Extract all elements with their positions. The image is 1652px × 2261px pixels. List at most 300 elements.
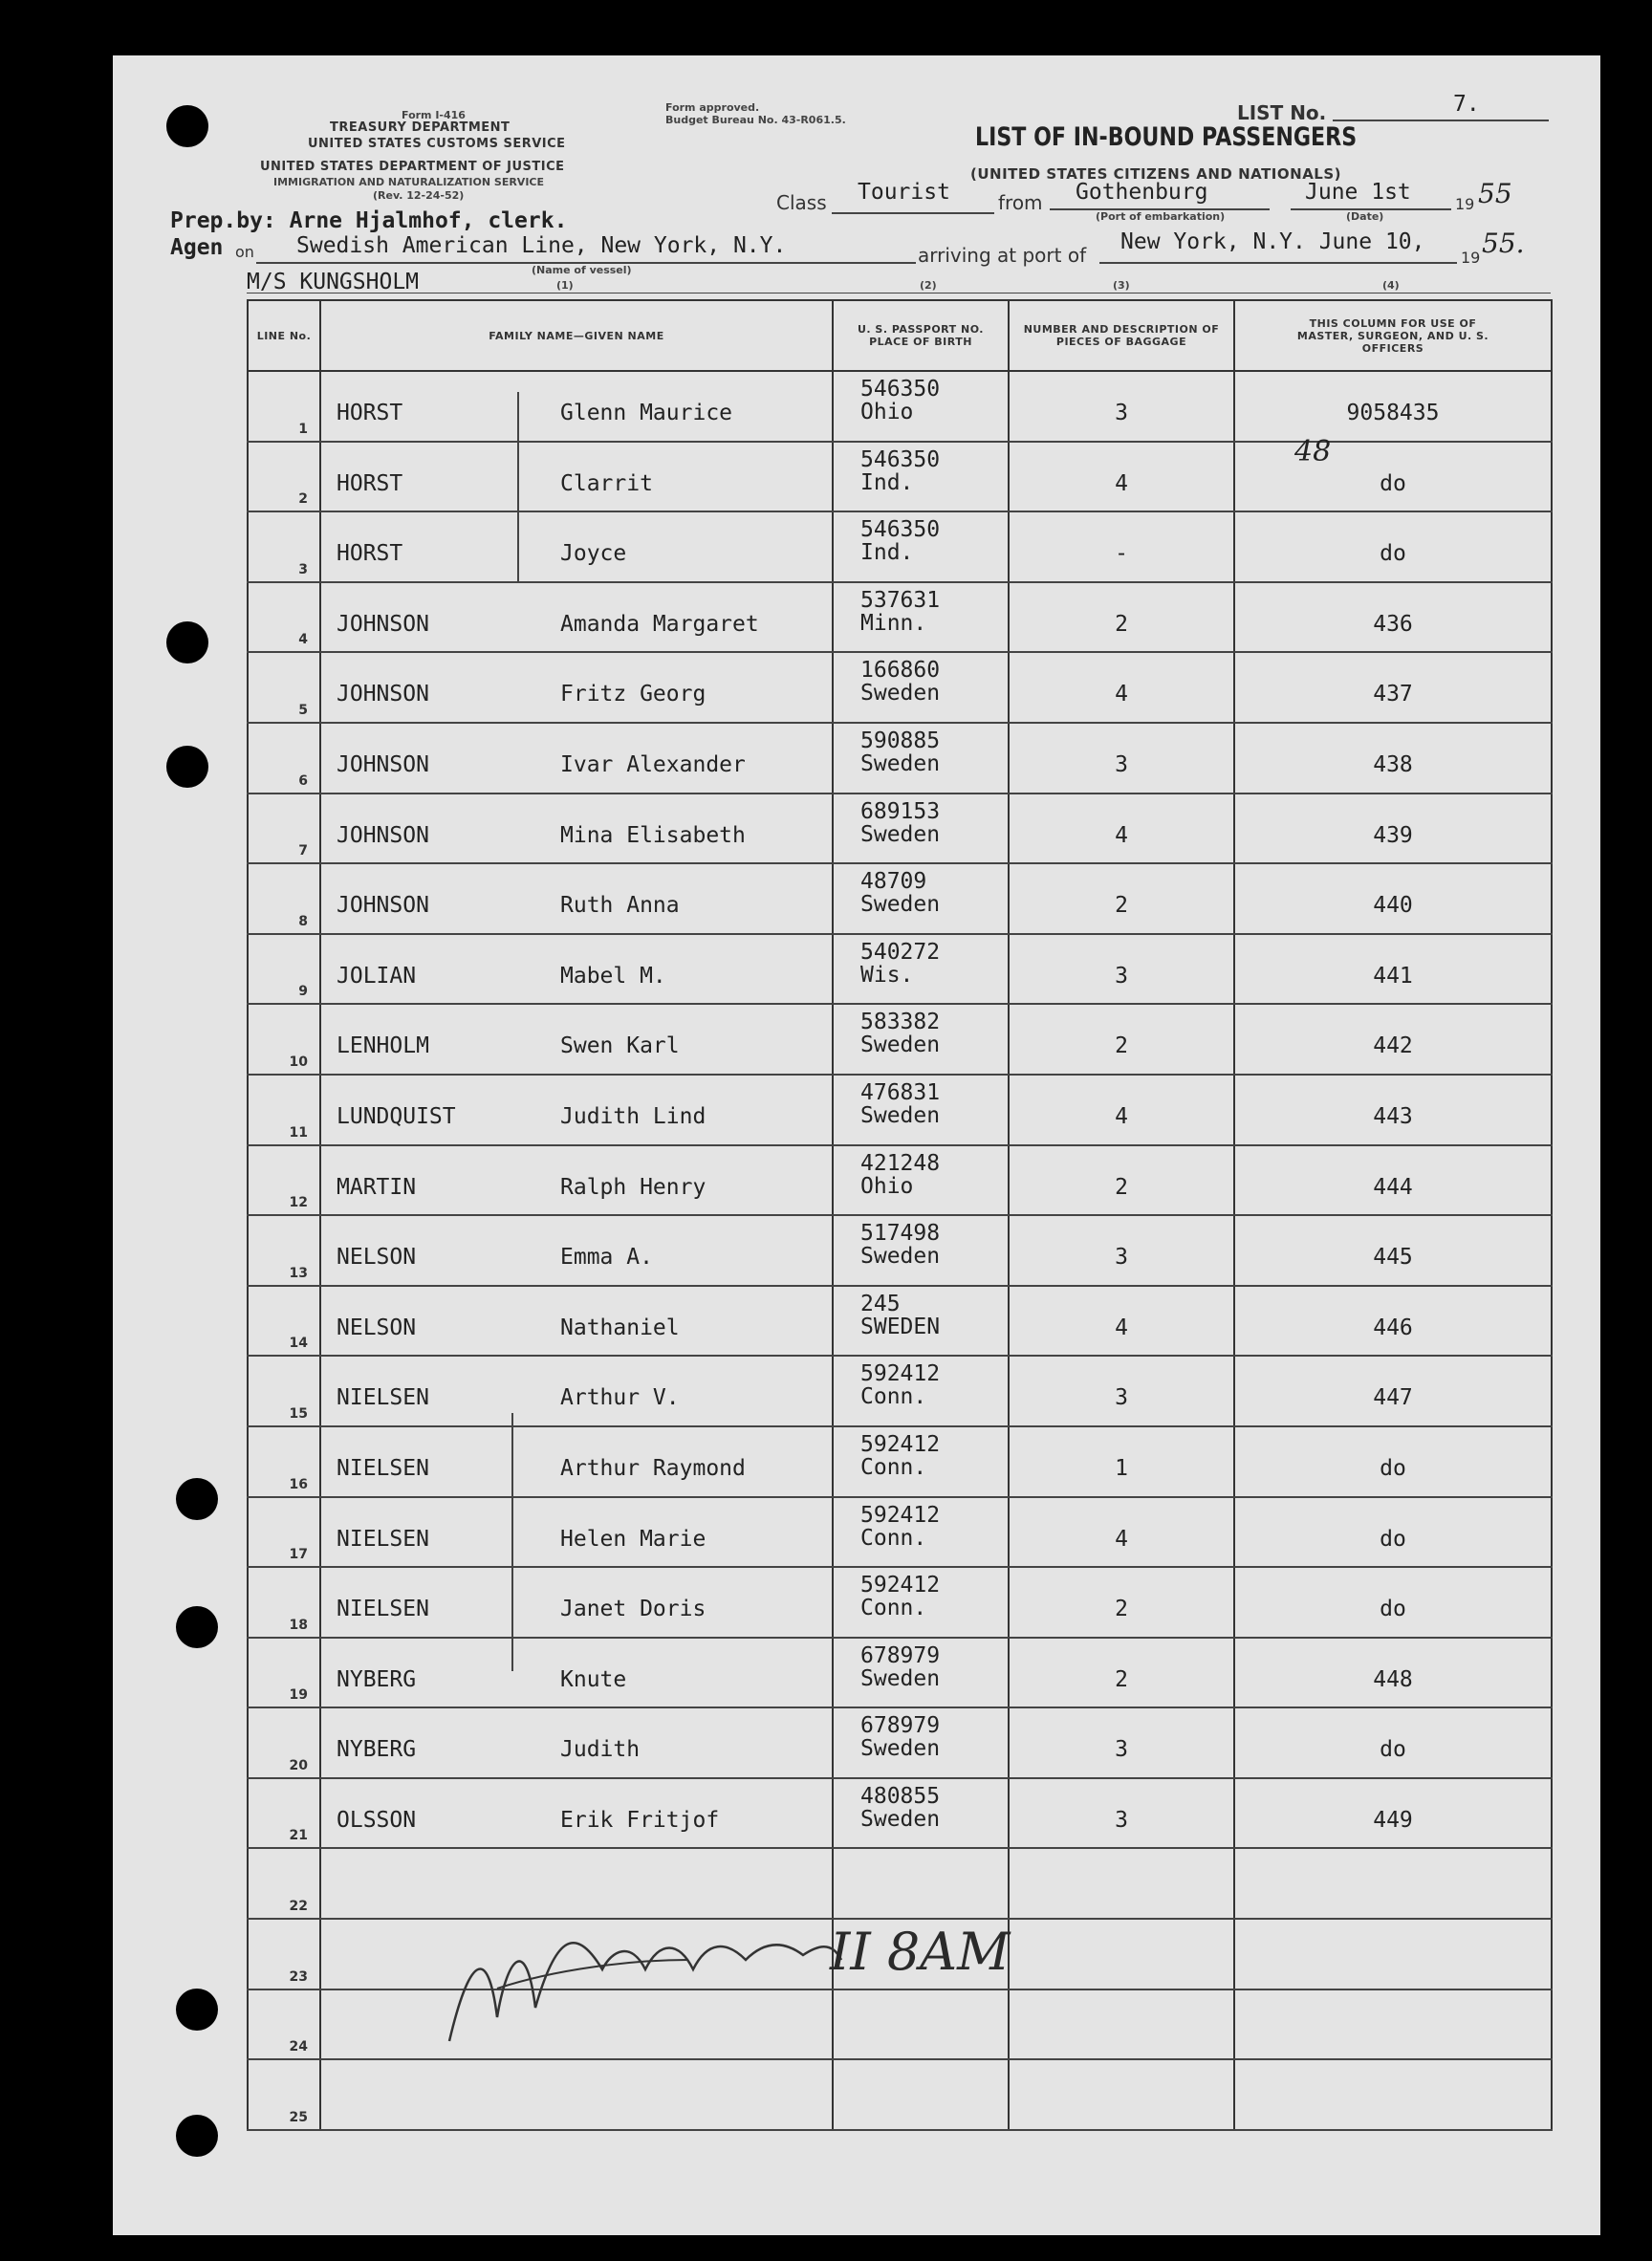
- place-of-birth: Ind.: [860, 540, 914, 566]
- place-of-birth: Sweden: [860, 750, 941, 776]
- official-entry: 441: [1373, 963, 1413, 989]
- list-no: 7.: [1453, 92, 1480, 117]
- passport-number: 678979: [860, 1642, 941, 1668]
- given-name: Fritz Georg: [560, 682, 706, 707]
- baggage-cell: [1009, 863, 1234, 934]
- line-number-cell: [248, 652, 320, 723]
- passport-number: 517498: [860, 1221, 941, 1247]
- name-cell: [320, 582, 833, 653]
- given-name: Ivar Alexander: [560, 751, 746, 777]
- name-cell: [320, 511, 833, 582]
- given-name: Glenn Maurice: [560, 401, 733, 425]
- table-row: [248, 863, 1552, 934]
- name-cell: [320, 1286, 833, 1357]
- official-use-cell: [1234, 1778, 1552, 1849]
- passport-number: 546350: [860, 446, 941, 472]
- name-cell: [320, 1497, 833, 1568]
- passport-cell: [833, 371, 1009, 442]
- passport-number: 480855: [860, 1783, 941, 1809]
- col-mark-3: (3): [1113, 279, 1130, 292]
- official-entry: 438: [1373, 751, 1413, 777]
- place-of-birth: Ohio: [860, 1173, 914, 1199]
- baggage-count: 3: [1115, 1807, 1128, 1833]
- table-row: [248, 1638, 1552, 1708]
- baggage-count: 2: [1115, 1174, 1128, 1200]
- passport-cell: [833, 582, 1009, 653]
- line-number-cell: [248, 442, 320, 512]
- baggage-cell: [1009, 1004, 1234, 1075]
- official-use-cell: [1234, 934, 1552, 1005]
- place-of-birth: Sweden: [860, 1102, 941, 1128]
- given-name: Arthur Raymond: [560, 1455, 746, 1481]
- passport-number: 546350: [860, 517, 941, 543]
- name-cell: [320, 723, 833, 794]
- family-name: NIELSEN: [337, 1385, 429, 1411]
- baggage-cell: [1009, 1215, 1234, 1286]
- given-name: Nathaniel: [560, 1315, 680, 1340]
- baggage-cell: [1009, 1356, 1234, 1426]
- name-cell: [320, 863, 833, 934]
- header-passport: U. S. PASSPORT NO. PLACE OF BIRTH: [833, 300, 1009, 371]
- line-number-cell: [248, 1567, 320, 1638]
- place-of-birth: Minn.: [860, 610, 927, 636]
- line-number-cell: [248, 371, 320, 442]
- passport-cell: [833, 934, 1009, 1005]
- line-number: 5: [298, 702, 308, 718]
- punch-hole: [176, 1989, 218, 2031]
- immigration-service: IMMIGRATION AND NATURALIZATION SERVICE: [273, 176, 545, 188]
- table-row: [248, 1004, 1552, 1075]
- given-name: Clarrit: [560, 470, 653, 496]
- line-number-cell: [248, 1638, 320, 1708]
- family-name: NIELSEN: [337, 1597, 429, 1622]
- table-row: [248, 371, 1552, 442]
- header-name: FAMILY NAME—GIVEN NAME: [320, 300, 833, 371]
- family-name: NYBERG: [337, 1666, 417, 1692]
- passport-cell: [833, 442, 1009, 512]
- passport-cell: [833, 652, 1009, 723]
- name-cell: [320, 1638, 833, 1708]
- header-official-use: THIS COLUMN FOR USE OF MASTER, SURGEON, AND U. S. OFFICERS: [1234, 300, 1552, 371]
- line-number: 24: [289, 2039, 308, 2055]
- given-name: Arthur V.: [560, 1385, 680, 1411]
- name-cell: [320, 1004, 833, 1075]
- official-use-cell: [1234, 1215, 1552, 1286]
- official-entry: do: [1380, 1737, 1406, 1763]
- prepared-by: Prep.by: Arne Hjalmhof, clerk.: [170, 208, 568, 233]
- given-name: Judith Lind: [560, 1103, 706, 1129]
- given-name: Erik Fritjof: [560, 1807, 720, 1833]
- name-cell: [320, 1356, 833, 1426]
- official-use-cell: [1234, 1286, 1552, 1357]
- passport-number: 421248: [860, 1150, 941, 1176]
- justice-dept: UNITED STATES DEPARTMENT OF JUSTICE: [260, 160, 565, 174]
- line-number: 19: [289, 1687, 308, 1704]
- passport-cell: [833, 1497, 1009, 1568]
- baggage-cell: [1009, 1638, 1234, 1708]
- document-title: LIST OF IN-BOUND PASSENGERS: [975, 122, 1358, 152]
- passport-cell: [833, 1567, 1009, 1638]
- table-row: [248, 1215, 1552, 1286]
- official-use-cell: [1234, 1919, 1552, 1989]
- punch-hole: [166, 105, 208, 147]
- name-cell: [320, 1426, 833, 1497]
- official-use-cell: [1234, 434, 1552, 512]
- passport-number: 546350: [860, 377, 941, 402]
- passport-cell: [833, 1215, 1009, 1286]
- baggage-cell: [1009, 371, 1234, 442]
- official-entry: 443: [1373, 1103, 1413, 1129]
- baggage-cell: [1009, 1426, 1234, 1497]
- line-number-cell: [248, 1004, 320, 1075]
- official-entry: 444: [1373, 1174, 1413, 1200]
- customs-service: UNITED STATES CUSTOMS SERVICE: [308, 137, 566, 151]
- line-number: 6: [298, 772, 308, 789]
- baggage-count: 3: [1115, 1737, 1128, 1763]
- name-cell: [320, 794, 833, 864]
- official-use-cell: [1234, 723, 1552, 794]
- line-number: 22: [289, 1899, 308, 1915]
- baggage-count: 2: [1115, 1597, 1128, 1622]
- passport-cell: [833, 863, 1009, 934]
- table-row: [248, 1707, 1552, 1778]
- line-number: 7: [298, 843, 308, 859]
- on-label: on: [235, 243, 254, 261]
- passport-cell: [833, 1426, 1009, 1497]
- official-use-cell: [1234, 652, 1552, 723]
- baggage-count: 2: [1115, 893, 1128, 919]
- place-of-birth: Sweden: [860, 892, 941, 918]
- passport-number: 592412: [860, 1502, 941, 1528]
- given-name: Swen Karl: [560, 1033, 680, 1059]
- baggage-count: 4: [1115, 822, 1128, 848]
- line-number: 21: [289, 1828, 308, 1844]
- arrival-port-date: New York, N.Y. June 10,: [1120, 229, 1425, 254]
- agent-prefix: Agen: [170, 235, 224, 260]
- passport-cell: [833, 1286, 1009, 1357]
- family-name: JOHNSON: [337, 822, 429, 848]
- baggage-count: 2: [1115, 1033, 1128, 1059]
- line-number-cell: [248, 1426, 320, 1497]
- line-number: 23: [289, 1968, 308, 1985]
- baggage-count: 2: [1115, 611, 1128, 637]
- given-name: Janet Doris: [560, 1597, 706, 1622]
- baggage-cell: [1009, 1286, 1234, 1357]
- table-row: [248, 1497, 1552, 1568]
- baggage-cell: [1009, 794, 1234, 864]
- official-use-cell: [1234, 1638, 1552, 1708]
- line-number-cell: [248, 1497, 320, 1568]
- official-entry: 445: [1373, 1245, 1413, 1271]
- place-of-birth: Conn.: [860, 1596, 927, 1621]
- baggage-cell: [1009, 1497, 1234, 1568]
- official-use-cell: [1234, 863, 1552, 934]
- baggage-count: 3: [1115, 401, 1128, 425]
- official-entry: 449: [1373, 1807, 1413, 1833]
- family-name: HORST: [337, 401, 403, 425]
- table-row: [248, 2059, 1552, 2130]
- official-entry: do: [1380, 1597, 1406, 1622]
- official-entry: 437: [1373, 682, 1413, 707]
- baggage-cell: [1009, 582, 1234, 653]
- baggage-cell: [1009, 1778, 1234, 1849]
- baggage-cell: [1009, 1989, 1234, 2060]
- passport-number: 590885: [860, 728, 941, 753]
- bracket-line: [511, 1413, 513, 1671]
- place-of-birth: Sweden: [860, 1806, 941, 1832]
- line-number: 18: [289, 1617, 308, 1633]
- passport-number: 689153: [860, 798, 941, 824]
- baggage-count: 4: [1115, 682, 1128, 707]
- line-number: 15: [289, 1405, 308, 1422]
- baggage-cell: [1009, 934, 1234, 1005]
- line-number: 20: [289, 1757, 308, 1773]
- budget-bureau: Budget Bureau No. 43-R061.5.: [665, 114, 846, 126]
- table-row: [248, 1286, 1552, 1357]
- name-cell: [320, 442, 833, 512]
- line-number-cell: [248, 2059, 320, 2130]
- baggage-count: 4: [1115, 470, 1128, 496]
- table-row: [248, 1426, 1552, 1497]
- punch-hole: [176, 2115, 218, 2157]
- line-number-cell: [248, 934, 320, 1005]
- name-cell: [320, 1707, 833, 1778]
- baggage-count: 3: [1115, 1245, 1128, 1271]
- family-name: NYBERG: [337, 1737, 417, 1763]
- place-of-birth: Conn.: [860, 1384, 927, 1410]
- port-embarkation-label: (Port of embarkation): [1096, 210, 1226, 223]
- punch-hole: [166, 621, 208, 663]
- line-number-cell: [248, 723, 320, 794]
- given-name: Mina Elisabeth: [560, 822, 746, 848]
- place-of-birth: Sweden: [860, 1665, 941, 1691]
- arrive-year: 55.: [1482, 228, 1525, 259]
- table-row: [248, 1567, 1552, 1638]
- table-row: [248, 582, 1552, 653]
- line-number-cell: [248, 863, 320, 934]
- line-number-cell: [248, 794, 320, 864]
- passport-number: 592412: [860, 1431, 941, 1457]
- baggage-cell: [1009, 1919, 1234, 1989]
- place-of-birth: Sweden: [860, 821, 941, 847]
- table-row: [248, 794, 1552, 864]
- family-name: OLSSON: [337, 1807, 417, 1833]
- line-number: 11: [289, 1124, 308, 1141]
- place-of-birth: Sweden: [860, 681, 941, 707]
- table-row: [248, 511, 1552, 582]
- given-name: Ralph Henry: [560, 1174, 706, 1200]
- passport-number: 583382: [860, 1010, 941, 1035]
- vessel-label: (Name of vessel): [532, 264, 632, 276]
- family-name: JOHNSON: [337, 611, 429, 637]
- family-name: JOHNSON: [337, 893, 429, 919]
- arrive-year-prefix: 19: [1461, 249, 1481, 267]
- family-name: HORST: [337, 470, 403, 496]
- table-row: [248, 723, 1552, 794]
- table-row: [248, 442, 1552, 512]
- line-number-cell: [248, 511, 320, 582]
- family-name: NIELSEN: [337, 1526, 429, 1552]
- baggage-count: 4: [1115, 1315, 1128, 1340]
- handwritten-note: II 8AM: [830, 1922, 1011, 1982]
- official-entry: 436: [1373, 611, 1413, 637]
- place-of-birth: Sweden: [860, 1244, 941, 1270]
- col-mark-2: (2): [920, 279, 937, 292]
- official-entry: do: [1380, 1526, 1406, 1552]
- official-use-cell: [1234, 1075, 1552, 1145]
- line-number: 17: [289, 1547, 308, 1563]
- year-prefix: 19: [1455, 195, 1475, 213]
- col-mark-4: (4): [1382, 279, 1400, 292]
- treasury-dept: TREASURY DEPARTMENT: [330, 120, 511, 135]
- family-name: NELSON: [337, 1315, 417, 1340]
- place-of-birth: Sweden: [860, 1033, 941, 1058]
- punch-hole: [166, 746, 208, 788]
- official-use-cell: [1234, 1497, 1552, 1568]
- line-number: 2: [298, 491, 308, 508]
- official-use-cell: [1234, 582, 1552, 653]
- passport-cell: [833, 1778, 1009, 1849]
- passport-number: 537631: [860, 587, 941, 613]
- given-name: Emma A.: [560, 1245, 653, 1271]
- given-name: Joyce: [560, 541, 627, 567]
- given-name: Knute: [560, 1666, 627, 1692]
- official-use-cell: [1234, 1707, 1552, 1778]
- official-use-cell: [1234, 1989, 1552, 2060]
- punch-hole: [176, 1606, 218, 1648]
- place-of-birth: Wis.: [860, 962, 914, 988]
- punch-hole: [176, 1478, 218, 1520]
- official-use-cell: [1234, 1356, 1552, 1426]
- table-row: [248, 1356, 1552, 1426]
- official-use-cell: [1234, 794, 1552, 864]
- passport-number: 476831: [860, 1079, 941, 1105]
- name-cell: [320, 2059, 833, 2130]
- class-label: Class: [776, 191, 827, 214]
- name-cell: [320, 1075, 833, 1145]
- line-number: 16: [289, 1476, 308, 1492]
- passport-cell: [833, 1638, 1009, 1708]
- line-number: 25: [289, 2109, 308, 2125]
- passport-cell: [833, 2059, 1009, 2130]
- baggage-count: -: [1115, 541, 1128, 567]
- baggage-cell: [1009, 1567, 1234, 1638]
- family-name: JOHNSON: [337, 751, 429, 777]
- name-cell: [320, 934, 833, 1005]
- official-use-cell: [1234, 2059, 1552, 2130]
- place-of-birth: Conn.: [860, 1454, 927, 1480]
- name-cell: [320, 371, 833, 442]
- official-entry: 448: [1373, 1666, 1413, 1692]
- family-name: LENHOLM: [337, 1033, 429, 1059]
- given-name: Ruth Anna: [560, 893, 680, 919]
- given-name: Mabel M.: [560, 963, 666, 989]
- passport-number: 166860: [860, 658, 941, 684]
- official-entry: do: [1380, 541, 1406, 567]
- line-number: 3: [298, 561, 308, 577]
- line-number-cell: [248, 1989, 320, 2060]
- line-number: 12: [289, 1195, 308, 1211]
- family-name: NELSON: [337, 1245, 417, 1271]
- passport-number: 678979: [860, 1713, 941, 1739]
- line-number: 1: [298, 421, 308, 437]
- official-use-cell: [1234, 371, 1552, 442]
- official-use-cell: [1234, 1145, 1552, 1216]
- passport-number: 48709: [860, 869, 927, 895]
- baggage-cell: [1009, 1075, 1234, 1145]
- baggage-count: 3: [1115, 1385, 1128, 1411]
- passenger-table: [247, 299, 1553, 2131]
- class-value: Tourist: [858, 180, 950, 205]
- official-entry: 440: [1373, 893, 1413, 919]
- name-cell: [320, 1778, 833, 1849]
- table-row: [248, 652, 1552, 723]
- baggage-count: 2: [1115, 1666, 1128, 1692]
- baggage-cell: [1009, 1848, 1234, 1919]
- given-name: Amanda Margaret: [560, 611, 759, 637]
- baggage-count: 3: [1115, 963, 1128, 989]
- given-name: Judith: [560, 1737, 641, 1763]
- line-number-cell: [248, 1919, 320, 1989]
- line-number-cell: [248, 1848, 320, 1919]
- family-name: LUNDQUIST: [337, 1103, 456, 1129]
- line-number: 9: [298, 984, 308, 1000]
- document-subtitle: (UNITED STATES CITIZENS AND NATIONALS): [970, 165, 1342, 183]
- family-name: NIELSEN: [337, 1455, 429, 1481]
- name-cell: [320, 652, 833, 723]
- vessel-name: M/S KUNGSHOLM: [247, 270, 420, 294]
- baggage-count: 4: [1115, 1103, 1128, 1129]
- table-row: [248, 934, 1552, 1005]
- header-baggage: NUMBER AND DESCRIPTION OF PIECES OF BAGGAGE: [1009, 300, 1234, 371]
- baggage-count: 1: [1115, 1455, 1128, 1481]
- line-number-cell: [248, 1286, 320, 1357]
- name-cell: [320, 1567, 833, 1638]
- embark-date: June 1st: [1305, 180, 1411, 205]
- name-cell: [320, 1145, 833, 1216]
- from-label: from: [998, 191, 1043, 214]
- passport-cell: [833, 1145, 1009, 1216]
- table-row: [248, 1778, 1552, 1849]
- official-entry: 447: [1373, 1385, 1413, 1411]
- official-entry: 9058435: [1346, 401, 1440, 425]
- baggage-cell: [1009, 1707, 1234, 1778]
- passport-number: 592412: [860, 1573, 941, 1598]
- line-number: 10: [289, 1054, 308, 1070]
- place-of-birth: Conn.: [860, 1525, 927, 1551]
- official-use-cell: [1234, 1848, 1552, 1919]
- official-entry: 442: [1373, 1033, 1413, 1059]
- place-of-birth: Ind.: [860, 469, 914, 495]
- handwritten-mark: 48: [1294, 434, 1332, 468]
- official-entry: do: [1380, 470, 1406, 496]
- place-of-birth: Sweden: [860, 1736, 941, 1762]
- passport-cell: [833, 723, 1009, 794]
- passport-cell: [833, 1004, 1009, 1075]
- family-name: JOLIAN: [337, 963, 417, 989]
- baggage-cell: [1009, 511, 1234, 582]
- baggage-cell: [1009, 723, 1234, 794]
- baggage-count: 3: [1115, 751, 1128, 777]
- passport-cell: [833, 511, 1009, 582]
- baggage-cell: [1009, 442, 1234, 512]
- line-number: 14: [289, 1336, 308, 1352]
- passport-cell: [833, 1707, 1009, 1778]
- line-number-cell: [248, 1215, 320, 1286]
- line-number-cell: [248, 1778, 320, 1849]
- official-use-cell: [1234, 1426, 1552, 1497]
- revision: (Rev. 12-24-52): [373, 189, 465, 202]
